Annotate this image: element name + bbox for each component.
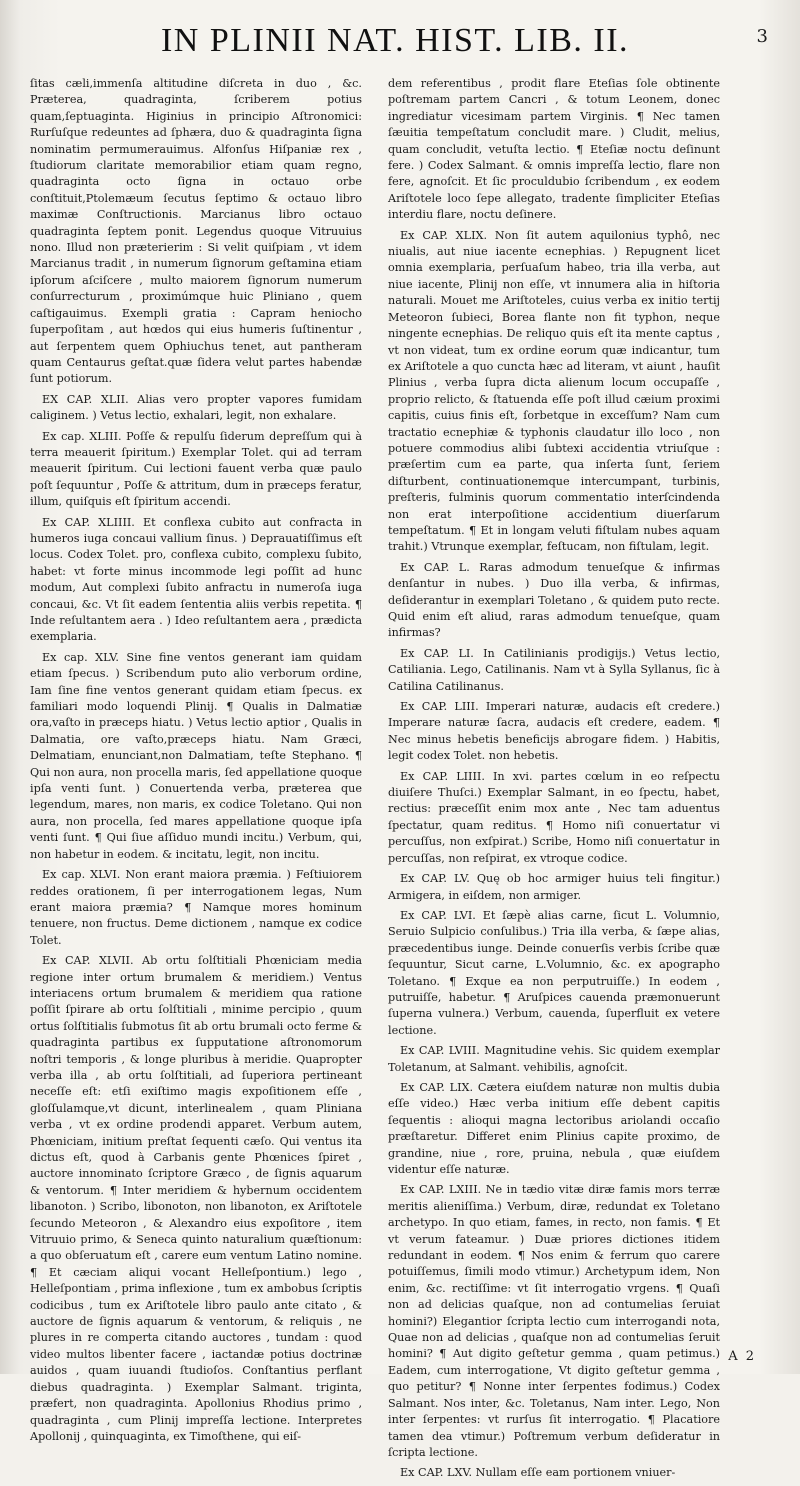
paragraph: EX CAP. XLII. Alias vero propter vapores fumidam caliginem. ) Vetus lectio, exhalari, legit, non exhalare. [30,392,362,423]
paragraph: Ex CAP. LIX. Cætera eiuſdem naturæ non multis dubia eſſe video.) Hæc verba initium eſſe debent capitis ſequentis : alioqui magna lectoribus ariolandi occaſio præſtaretur. Differet enim Plinius capite proximo, de grandine, niue , rore, pruina, nebula , quæ eiuſdem videntur eſſe naturæ. [388,1080,720,1176]
running-header [30,22,768,72]
signature-mark: A 2 [728,1349,756,1364]
paragraph: Ex CAP. LXV. Nullam eſſe eam portionem vniuer- [400,1466,676,1480]
page-title: IN PLINII NAT. HIST. LIB. II. [160,22,630,59]
paragraph: Ex CAP. XLVII. Ab ortu ſolſtitiali Phœniciam media regione inter ortum brumalem & meridiem.) Ventus interiacens ortum brumalem & meridiem qua ratione poſſit ſpirare ab ortu ſolſtitiali , minime percipio , quum ortus ſolſtitialis ſubmotus ſit ab ortu brumali octo ferme & quadraginta partibus ex ſupputatione aſtronomorum noſtri temporis , & longe pluribus à meridie. Quapropter verba illa , ab ortu ſolſtitiali, ad ſuperiora pertineant neceſſe eſt: etſi exiſtimo magis expoſitionem eſſe , gloſſulamque,vt dicunt, interlinealem , quam Pliniana verba , vt ex ordine prodendi apparet. Verbum autem, Phœniciam, initium preſtat ſequenti cæſo. Qui ventus ita dictus eſt, quod à Carbanis gente Phœnices ſpiret , auctore innominato ſcriptore Græco , de ſignis aquarum & ventorum. ¶ Inter meridiem & hybernum occidentem libanoton. ) Scribo, libonoton, non libanoton, ex Ariſtotele ſecundo Meteoron , & Alexandro eius expoſitore , item Vitruuio primo, & Seneca quinto naturalium quæſtionum: a quo obſeruatum eſt , carere eum ventum Latino nomine. ¶ Et cæciam aliqui vocant Helleſpontium.) lego , Helleſpontiam , prima inflexione , tum ex ambobus ſcriptis codicibus , tum ex Ariſtotele libro paulo ante citato , & auctore de ſignis aquarum & ventorum, & reliquis , ne plures in re comperta citando auctores , tundam : quod video multos libenter facere , iactandæ potius doctrinæ auidos , quam iuuandi ſtudioſos. Conſtantius perflant diebus quadraginta. ) Exemplar Salmant. triginta, præfert, non quadraginta. Apollonius Rhodius primo , quadraginta , cum Plinij impreſſa lectione. Interpretes Apollonij , quinquaginta, ex Timoſthene, qui eiſ- [30,954,362,1443]
paragraph: Ex CAP. LI. In Catilinianis prodigijs.) Vetus lectio, Catiliania. Lego, Catilinanis. Nam vt à Sylla Syllanus, ſic à Catilina Catilinanus. [388,646,720,693]
paragraph: ſitas cæli,immenſa altitudine diſcreta in duo , &c. Præterea, quadraginta, ſcriberem potius quam,ſeptuaginta. Higinius in principio Aſtronomici: Rurſuſque redeuntes ad ſphæra, duo & quadraginta ſigna nominatim permumerauimus. Alfonſus Hiſpaniæ rex , ſtudiorum claritate memorabilior etiam quam regno, quadraginta octo ſigna in octauo orbe conſtituit,Ptolemæum ſecutus ſeptimo & octauo libro maximæ Conſtructionis. Marcianus libro octauo quadraginta ſeptem ponit. Legendus quoque Vitruuius nono. Illud non præterierim : Si velit quiſpiam , vt idem Marcianus tradit , in numerum ſignorum geſtamina etiam ipſorum aſciſcere , multo maiorem ſignorum numerum conſurrecturum , proximúmque huic Pliniano , quem caſtigauimus. Exempli gratia : Capram heniocho ſuperpoſitam , aut hœdos qui eius humeris ſuſtinentur , aut ſerpentem quem Ophiuchus tenet, aut pantheram quam Centaurus geſtat.quæ ſidera velut partes habendæ ſunt potiorum. [30,77,362,386]
paragraph: Ex CAP. LXIII. Ne in tædio vitæ diræ famis mors terræ meritis alieniſſima.) Verbum, diræ, redundat ex Toletano archetypo. In quo etiam, fames, in recto, non famis. ¶ Et vt verum fateamur. ) Duæ priores dictiones itidem redundant in eodem. ¶ Nos enim & ferrum quo carere potuiſſemus, ſimili modo vtimur.) Archetypum idem, Non enim, &c. rectiſſime: vt ſit interrogatio vrgens. ¶ Quaſi non ad delicias quaſque, non ad contumelias ſeruiat homini?) Elegantior ſcripta lectio cum interrogandi nota, Quae non ad delicias , quaſque non ad contumelias ſeruit homini? ¶ Aut digito geſtetur gemma , quam petimus.) Eadem, cum interrogatione, Vt digito geſtetur gemma , quo petitur? ¶ Nonne inter ſerpentes fodimus.) Codex Salmant. Nos inter, &c. Toletanus, Nam inter. Lego, Non inter ſerpentes: vt rurſus ſit interrogatio. ¶ Placatiore tamen dea vtimur.) Poſtremum verbum deſideratur in ſcripta lectione. [388,1183,720,1459]
paragraph: Ex CAP. LIIII. In xvi. partes cœlum in eo reſpectu diuiſere Thuſci.) Exemplar Salmant, in eo ſpectu, habet, rectius: præceſſit enim mox ante , Nec tam aduentus ſpectatur, quam reditus. ¶ Homo niſi conuertatur vi percuſſus, non exſpirat.) Scribe, Homo niſi conuertatur in percuſſas, non reſpirat, ex vtroque codice. [388,769,720,865]
paragraph: Ex CAP. LV. Quę ob hoc armiger huius teli fingitur.) Armigera, in eiſdem, non armiger. [388,872,720,902]
paragraph: Ex CAP. XLIX. Non ſit autem aquilonius typhô, nec niualis, aut niue iacente ecnephias. ) Repugnent licet omnia exemplaria, perſuaſum habeo, tria illa verba, aut niue iacente, Plinij non eſſe, vt innumera alia in hiſtoria naturali. Mouet me Ariſtoteles, cuius verba ex initio tertij Meteoron ſubieci, Borea flante non fit typhon, neque ningente ecnephias. De reliquo quis eſt ita mente captus , vt non videat, tum ex ordine eorum quæ indicantur, tum ex Ariſtotele a quo cuncta hæc ad literam, vt aiunt , hauſit Plinius , verba ſupra dicta alienum locum occupaſſe , proprio relicto, & ſtatuenda eſſe poſt illud cæium proximi capitis, cuius finis eſt, ſorbetque in exceſſum? Nam cum tractatio ecnephiæ & typhonis claudatur illo loco , non potuere commodius alibi ſubtexi accidentia vtriuſque : præſertim cum ea parte, qua inſerta ſunt, ſeriem diſturbent, continuationemque intercumpant, turbinis, preſteris, fulminis quorum commentatio interſcindenda non erat interpoſitione accidentium diuerſarum tempeſtatum. ¶ Et in longam veluti fiſtulam nubes aquam trahit.) Vtrunque exemplar, feſtucam, non fiſtulam, legit. [388,228,720,554]
left-column [30,76,362,1486]
paragraph: dem referentibus , prodit flare Eteſias ſole obtinente poſtremam partem Cancri , & totum Leonem, donec ingrediatur vicesimam partem Virginis. ¶ Nec tamen ſæuitia tempeſtatum concludit mare. ) Cludit, melius, quam concludit, vetuſta lectio. ¶ Eteſiæ noctu deſinunt fere. ) Codex Salmant. & omnis impreſſa lectio, flare non fere, agnoſcit. Et ſic proculdubio ſcribendum , ex eodem Ariſtotele loco ſepe allegato, tradente ſimpliciter Eteſias interdiu flare, noctu deſinere. [388,77,720,222]
paragraph: Ex cap. XLIII. Poſſe & repulſu ſiderum depreſſum qui à terra meauerit ſpiritum.) Exemplar Tolet. qui ad terram meauerit ſpiritum. Cui lectioni fauent verba quæ paulo poſt ſequuntur , Poſſe & attritum, dum in præceps feratur, illum, quiſquis eſt ſpiritum accendi. [30,429,362,509]
paragraph: Ex CAP. LIII. Imperari naturæ, audacis eſt credere.) Imperare naturæ ſacra, audacis eſt credere, eadem. ¶ Nec minus hebetis beneficijs abrogare fidem. ) Habitis, legit codex Tolet. non hebetis. [388,700,720,763]
page-number: 3 [756,26,768,47]
paragraph: Ex cap. XLV. Sine fine ventos generant iam quidam etiam ſpecus. ) Scribendum puto alio verborum ordine, Iam ſine fine ventos generant quidam etiam ſpecus. ex familiari modo loquendi Plinij. ¶ Qualis in Dalmatiæ ora,vaſto in præceps hiatu. ) Vetus lectio aptior , Qualis in Dalmatia, ore vaſto,præceps hiatu. Nam Græci, Delmatiam, enunciant,non Dalmatiam, teſte Stephano. ¶ Qui non aura, non procella maris, ſed appellatione quoque ipſa venti ſunt. ) Conuertenda verba, præterea que legendum, mares, non maris, ex codice Toletano. Qui non aura, non procella, ſed mares appellatione quoque ipſa venti ſunt. ¶ Qui ſiue aſſiduo mundi incitu.) Verbum, qui, non habetur in eodem. & incitatu, legit, non incitu. [30,650,362,861]
paragraph: Ex cap. XLVI. Non erant maiora præmia. ) Feſtiuiorem reddes orationem, ſi per interrogationem legas, Num erant maiora præmia? ¶ Namque mores hominum tenuere, non fructus. Deme dictionem , namque ex codice Tolet. [30,868,362,947]
right-column [388,76,720,1486]
paragraph: Ex CAP. LVIII. Magnitudine vehis. Sic quidem exemplar Toletanum, at Salmant. vehibilis, agnoſcit. [388,1044,720,1074]
text-columns [30,76,760,1486]
paragraph: Ex CAP. XLIIII. Et conflexa cubito aut confracta in humeros iuga concaui vallium ſinus. ) Deprauatiſſimus eſt locus. Codex Tolet. pro, conflexa cubito, complexu ſubito, habet: vt forte minus incommode legi poſſit ad hunc modum, Aut complexi ſubito anfractu in numeroſa iuga concaui, &c. Vt ſit eadem ſententia aliis verbis repetita. ¶ Inde reſultantem aera . ) Ideo reſultantem aera , prædicta exemplaria. [30,515,362,644]
paragraph: Ex CAP. L. Raras admodum tenueſque & infirmas denſantur in nubes. ) Duo illa verba, & infirmas, deſiderantur in exemplari Toletano , & quidem puto recte. Quid enim eſt aliud, raras admodum tenueſque, quam infirmas? [388,560,720,640]
paragraph: Ex CAP. LVI. Et ſæpè alias carne, ſicut L. Volumnio, Seruio Sulpicio conſulibus.) Tria illa verba, & ſæpe alias, præcedentibus iunge. Deinde conuerſis verbis ſcribe quæ ſequuntur, Sicut carne, L.Volumnio, &c. ex apographo Toletano. ¶ Exque ea non perputruiſſe.) In eodem , putruiſſe, habetur. ¶ Aruſpices cauenda præmonuerunt ſuperna vulnera.) Verbum, cauenda, ſuperfluit ex vetere lectione. [388,908,720,1037]
